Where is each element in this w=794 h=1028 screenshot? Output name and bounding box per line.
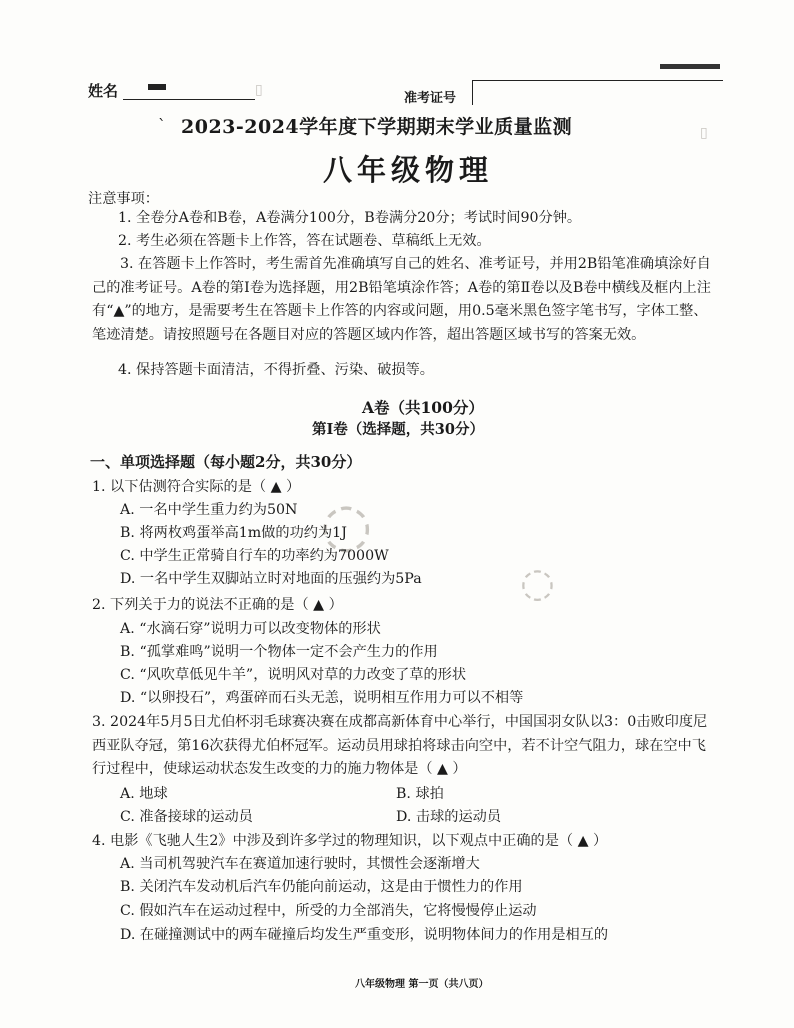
q2-option-a: A. “水滴石穿”说明力可以改变物体的形状 [120, 621, 381, 637]
q2-option-b: B. “孤掌难鸣”说明一个物体一定不会产生力的作用 [120, 644, 438, 660]
section-a-title: A卷（共100分） [362, 398, 484, 417]
notes-heading: 注意事项： [88, 191, 159, 207]
question-2: 2. 下列关于力的说法不正确的是（ ▲ ） [92, 597, 343, 613]
scan-mark: ˋ [158, 116, 166, 135]
name-label: 姓名 [88, 82, 119, 100]
q4-option-d: D. 在碰撞测试中的两车碰撞后均发生严重变形，说明物体间力的作用是相互的 [120, 927, 609, 943]
bleed-through: ◌ [320, 490, 373, 560]
note-3: 3. 在答题卡上作答时，考生需首先准确填写自己的姓名、准考证号，并用2B铅笔准确填涂好自己的准考证号。A卷的第Ⅰ卷为选择题，用2B铅笔填涂作答；A卷的第Ⅱ卷以及B卷中横线及框内上注有“▲”的地方，是需要考生在答题卡上作答的内容或问题，用0.5毫米黑色签字笔书写，字体工整、笔迹清楚。请按照题号在各题目对应的答题区域内作答，超出答题区域书写的答案无效。 [92, 256, 711, 343]
note-1: 1. 全卷分A卷和B卷，A卷满分100分，B卷满分20分；考试时间90分钟。 [118, 210, 582, 226]
q3-option-a: A. 地球 [120, 786, 168, 802]
redaction-mark [148, 84, 166, 90]
exam-title: 2023-2024学年度下学期期末学业质量监测 [181, 116, 573, 138]
q2-option-c: C. “风吹草低见牛羊”，说明风对草的力改变了草的形状 [120, 667, 467, 683]
note-4: 4. 保持答题卡面清洁，不得折叠、污染、破损等。 [118, 362, 434, 378]
q4-option-a: A. 当司机驾驶汽车在赛道加速行驶时，其惯性会逐渐增大 [120, 856, 480, 872]
q1-option-b: B. 将两枚鸡蛋举高1m做的功约为1J [120, 525, 347, 541]
bleed-through: ▯ [255, 82, 263, 98]
q3-option-d: D. 击球的运动员 [396, 809, 502, 825]
bleed-through: ◌ [520, 560, 555, 606]
q3-option-b: B. 球拍 [396, 786, 444, 802]
question-1: 1. 以下估测符合实际的是（ ▲ ） [92, 479, 301, 495]
q4-option-c: C. 假如汽车在运动过程中，所受的力全部消失，它将慢慢停止运动 [120, 903, 537, 919]
part-1-title: 第Ⅰ卷（选择题，共30分） [312, 421, 484, 438]
q4-option-b: B. 关闭汽车发动机后汽车仍能向前运动，这是由于惯性力的作用 [120, 879, 523, 895]
page-footer: 八年级物理 第一页（共八页） [355, 979, 489, 990]
note-2: 2. 考生必须在答题卡上作答，答在试题卷、草稿纸上无效。 [118, 233, 491, 249]
corner-mark [660, 64, 720, 69]
q1-option-c: C. 中学生正常骑自行车的功率约为7000W [120, 548, 389, 564]
bleed-through: ▯ [700, 125, 708, 141]
question-4: 4. 电影《飞驰人生2》中涉及到许多学过的物理知识，以下观点中正确的是（ ▲ ） [92, 833, 608, 849]
q2-option-d: D. “以卵投石”，鸡蛋碎而石头无恙，说明相互作用力可以不相等 [120, 690, 524, 706]
q3-option-c: C. 准备接球的运动员 [120, 809, 253, 825]
exam-id-label: 准考证号 [404, 91, 457, 106]
q1-option-d: D. 一名中学生双脚站立时对地面的压强约为5Pa [120, 571, 422, 587]
subject-title: 八年级物理 [323, 153, 494, 187]
q1-option-a: A. 一名中学生重力约为50N [120, 502, 298, 518]
name-field[interactable] [123, 98, 255, 100]
question-type-heading: 一、单项选择题（每小题2分，共30分） [90, 453, 362, 471]
question-3: 3. 2024年5月5日尤伯杯羽毛球赛决赛在成都高新体育中心举行，中国国羽女队以3：0击败印度尼西亚队夺冠，第16次获得尤伯杯冠军。运动员用球拍将球击向空中，若不计空气阻力，球在空中飞行过程中，使球运动状态发生改变的力的施力物体是（ ▲ ） [92, 714, 708, 777]
exam-id-field[interactable] [472, 80, 723, 105]
